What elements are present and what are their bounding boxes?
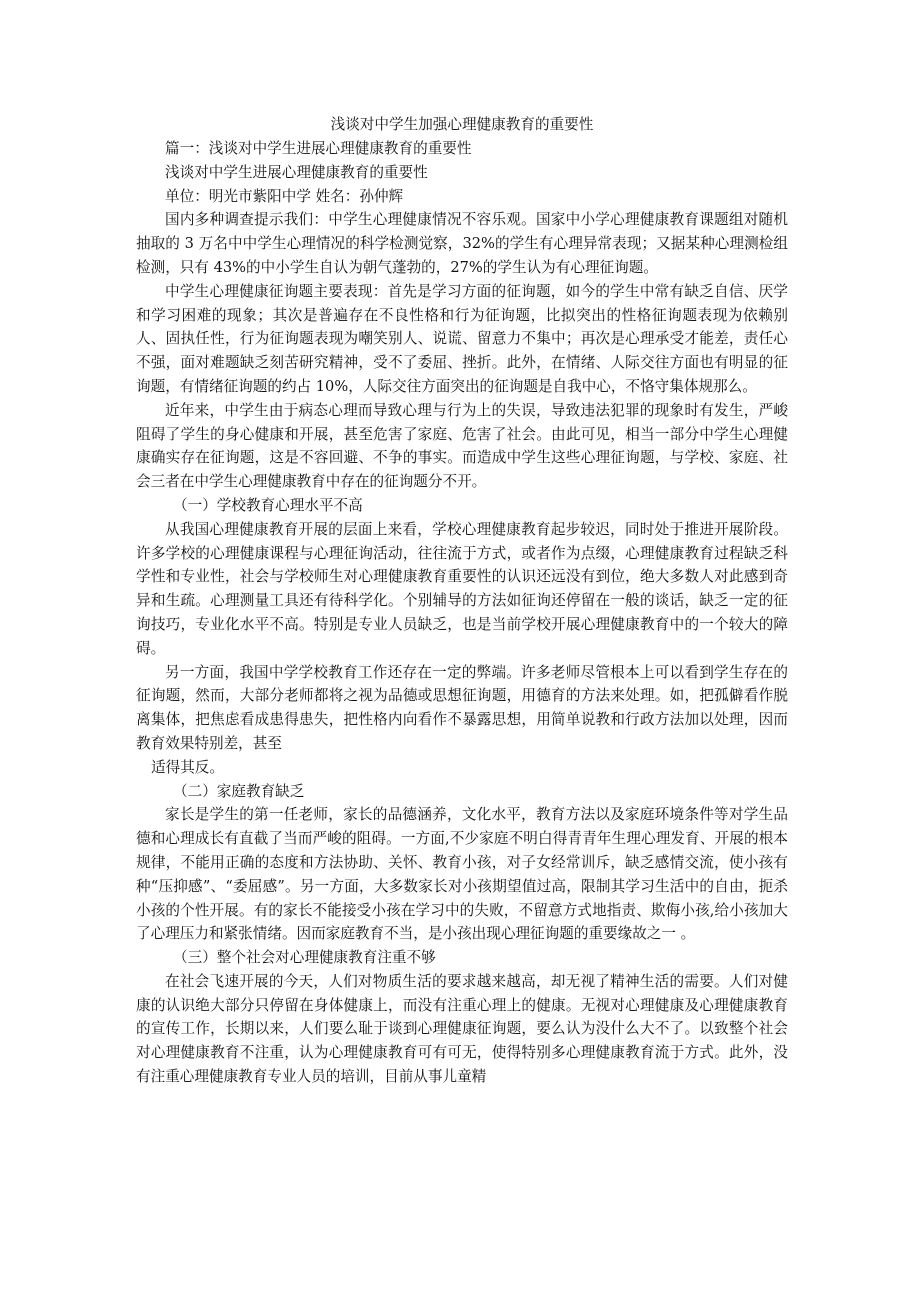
paragraph-school-teachers: 另一方面，我国中学学校教育工作还存在一定的弊端。许多老师尽管根本上可以看到学生存在的征询题，然而，大部分老师都将之视为品德或思想征询题，用德育的方法来处理。如，把孤僻看作脱离集体，把焦虑看成患得患失，把性格内向看作不暴露思想，用简单说教和行政方法加以处理，因而教育效果特别差，甚至 [136,663,788,752]
section-heading-society: （三）整个社会对心理健康教育注重不够 [173,949,436,967]
article-subtitle: 浅谈对中学生进展心理健康教育的重要性 [165,163,428,181]
paragraph-society: 在社会飞速开展的今天，人们对物质生活的要求越来越高，却无视了精神生活的需要。人们对健康的认识绝大部分只停留在身体健康上，而没有注重心理上的健康。无视对心理健康及心理健康教育的宣传工作，长期以来，人们要么耻于谈到心理健康征询题，要么认为没什么大不了。以致整个社会对心理健康教育不注重，认为心理健康教育可有可无，使得特别多心理健康教育流于方式。此外，没有注重心理健康教育专业人员的培训，目前从事儿童精 [136,972,788,1086]
paragraph-school-level: 从我国心理健康教育开展的层面上来看，学校心理健康教育起步较迟，同时处于推进开展阶段。许多学校的心理健康课程与心理征询活动，往往流于方式，或者作为点缀，心理健康教育过程缺乏科学性和专业性，社会与学校师生对心理健康教育重要性的认识还远没有到位，绝大多数人对此感到奇异和生疏。心理测量工具还有待科学化。个别辅导的方法如征询还停留在一般的谈话，缺乏一定的征询技巧，专业化水平不高。特别是专业人员缺乏，也是当前学校开展心理健康教育中的一个较大的障碍。 [136,520,788,657]
paragraph-causes: 近年来，中学生由于病态心理而导致心理与行为上的失误，导致违法犯罪的现象时有发生，严峻阻碍了学生的身心健康和开展，甚至危害了家庭、危害了社会。由此可见，相当一部分中学生心理健康确实存在征询题，这是不容回避、不争的事实。而造成中学生这些心理征询题，与学校、家庭、社会三者在中学生心理健康教育中存在的征询题分不开。 [136,401,788,491]
paragraph-school-teachers-tail: 适得其反。 [151,758,224,776]
document-title: 浅谈对中学生加强心理健康教育的重要性 [330,116,594,133]
section-heading-school: （一）学校教育心理水平不高 [173,496,363,514]
paragraph-survey: 国内多种调查提示我们：中学生心理健康情况不容乐观。国家中小学心理健康教育课题组对随机抽取的 3 万名中中学生心理情况的科学检测觉察，32%的学生有心理异常表现；又据某种心理测检组检测，只有 43%的中小学生自认为朝气蓬勃的，27%的学生认为有心理征询题。 [136,211,788,276]
paragraph-family: 家长是学生的第一任老师，家长的品德涵养，文化水平，教育方法以及家庭环境条件等对学生品德和心理成长有直截了当而严峻的阻碍。一方面,不少家庭不明白得青青年生理心理发育、开展的根本规律，不能用正确的态度和方法协助、关怀、教育小孩，对子女经常训斥，缺乏感情交流，使小孩有种“压抑感”、“委屈感”。另一方面，大多数家长对小孩期望值过高，限制其学习生活中的自由，扼杀小孩的个性开展。有的家长不能接受小孩在学习中的失败，不留意方式地指责、欺侮小孩,给小孩加大了心理压力和紧张情绪。因而家庭教育不当，是小孩出现心理征询题的重要缘故之一 。 [136,806,788,943]
author-line: 单位：明光市紫阳中学 姓名：孙仲辉 [165,187,404,205]
paragraph-problems: 中学生心理健康征询题主要表现：首先是学习方面的征询题，如今的学生中常有缺乏自信、厌学和学习困难的现象；其次是普遍存在不良性格和行为征询题，比拟突出的性格征询题表现为依赖别人、固执任性，行为征询题表现为嘲笑别人、说谎、留意力不集中；再次是心理承受才能差，责任心不强，面对难题缺乏刻苦研究精神，受不了委屈、挫折。此外，在情绪、人际交往方面也有明显的征询题，有情绪征询题的约占 10%，人际交往方面突出的征询题是自我中心，不恪守集体规那么。 [136,282,788,395]
section-heading-family: （二）家庭教育缺乏 [173,782,305,800]
chapter-heading: 篇一：浅谈对中学生进展心理健康教育的重要性 [165,140,472,157]
